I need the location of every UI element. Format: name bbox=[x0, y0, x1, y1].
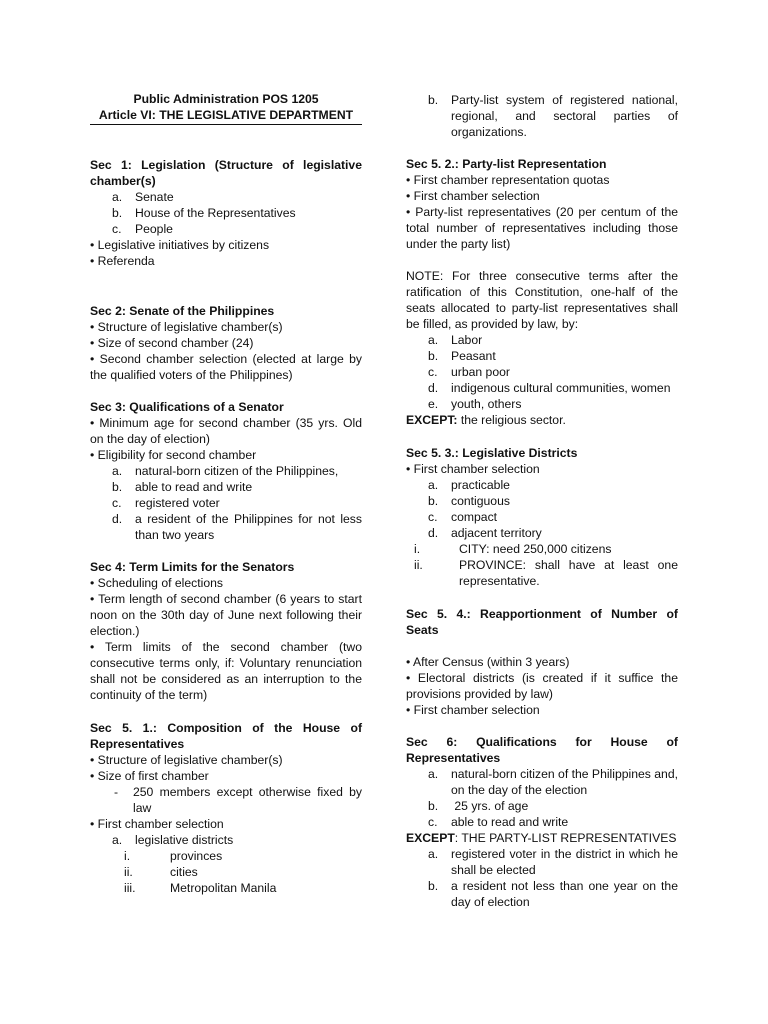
section-heading: Sec 5. 1.: Composition of the House of Representatives bbox=[90, 721, 362, 751]
section-heading: Sec 3: Qualifications of a Senator bbox=[90, 400, 284, 414]
section-4 bbox=[90, 559, 362, 703]
section-1 bbox=[90, 157, 362, 269]
list-item: c. able to read and write bbox=[428, 815, 569, 829]
bullet-item: • Term length of second chamber (6 years to start noon on the 30th day of June next following their election.) bbox=[90, 592, 362, 638]
list-item: a. registered voter in the district in which he shall be elected bbox=[428, 847, 678, 877]
bullet-item: • First chamber selection bbox=[406, 462, 540, 476]
list-item: b. Peasant bbox=[428, 349, 496, 363]
section-heading: Sec 5. 3.: Legislative Districts bbox=[406, 446, 578, 460]
document-title bbox=[90, 91, 362, 125]
list-item: a. Labor bbox=[428, 333, 483, 347]
list-item: d. adjacent territory bbox=[428, 526, 542, 540]
list-item: c. registered voter bbox=[112, 496, 220, 510]
spacer bbox=[406, 638, 678, 654]
section-3 bbox=[90, 399, 362, 543]
article-title: Article VI: THE LEGISLATIVE DEPARTMENT bbox=[90, 107, 362, 125]
bullet-item: • Party-list representatives (20 per centum of the total number of representatives including those under the party list) bbox=[406, 205, 678, 251]
roman-item: i. provinces bbox=[124, 849, 223, 863]
roman-item: i. CITY: need 250,000 citizens bbox=[414, 542, 612, 556]
bullet-item: • After Census (within 3 years) bbox=[406, 655, 570, 669]
bullet-item: • Scheduling of elections bbox=[90, 576, 223, 590]
list-item: c. People bbox=[112, 222, 173, 236]
bullet-item: • Minimum age for second chamber (35 yrs. Old on the day of election) bbox=[90, 416, 362, 446]
except-line: EXCEPT: THE PARTY-LIST REPRESENTATIVES bbox=[406, 831, 677, 845]
section-5-2 bbox=[406, 156, 678, 252]
bullet-item: • Electoral districts (is created if it suffice the provisions provided by law) bbox=[406, 671, 678, 701]
list-item: b. able to read and write bbox=[112, 480, 253, 494]
section-6 bbox=[406, 734, 678, 910]
list-item: d. a resident of the Philippines for not less than two years bbox=[112, 512, 362, 542]
bullet-item: • Second chamber selection (elected at large by the qualified voters of the Philippines) bbox=[90, 352, 362, 382]
bullet-item: • First chamber selection bbox=[90, 817, 224, 831]
list-item: b. contiguous bbox=[428, 494, 510, 508]
bullet-item: • First chamber selection bbox=[406, 703, 540, 717]
list-item: e. youth, others bbox=[428, 397, 522, 411]
list-item: a. Senate bbox=[112, 190, 174, 204]
section-5-1 bbox=[90, 720, 362, 896]
bullet-item: • Term limits of the second chamber (two consecutive terms only, if: Voluntary renunciation shall not be considered as an interruption to the continuity of the term) bbox=[90, 640, 362, 702]
note-block bbox=[406, 268, 678, 428]
bullet-item: • Size of second chamber (24) bbox=[90, 336, 254, 350]
course-title: Public Administration POS 1205 bbox=[133, 92, 319, 106]
list-item: b. House of the Representatives bbox=[112, 206, 296, 220]
section-heading: Sec 6: Qualifications for House of Representatives bbox=[406, 735, 678, 765]
list-item: a. practicable bbox=[428, 478, 510, 492]
list-item: b. 25 yrs. of age bbox=[428, 799, 529, 813]
section-heading: Sec 1: Legislation (Structure of legislative chamber(s) bbox=[90, 158, 362, 188]
list-item: b. a resident not less than one year on the day of election bbox=[428, 879, 678, 909]
bullet-item: • Legislative initiatives by citizens bbox=[90, 238, 270, 252]
list-item: c. compact bbox=[428, 510, 498, 524]
continued-list-item bbox=[406, 92, 678, 140]
except-line: EXCEPT: the religious sector. bbox=[406, 413, 566, 427]
note-text: NOTE: For three consecutive terms after the ratification of this Constitution, one-half of the seats allocated to party-list representatives shall be filled, as provided by law, by: bbox=[406, 269, 678, 331]
bullet-item: • First chamber selection bbox=[406, 189, 540, 203]
roman-item: ii. PROVINCE: shall have at least one representative. bbox=[414, 558, 678, 588]
list-item: a. legislative districts bbox=[112, 833, 234, 847]
section-heading: Sec 5. 4.: Reapportionment of Number of Seats bbox=[406, 607, 678, 637]
bullet-item: • Eligibility for second chamber bbox=[90, 448, 257, 462]
dash-item: - 250 members except otherwise fixed by law bbox=[114, 785, 362, 815]
section-heading: Sec 5. 2.: Party-list Representation bbox=[406, 157, 607, 171]
bullet-item: • Structure of legislative chamber(s) bbox=[90, 320, 283, 334]
roman-item: iii. Metropolitan Manila bbox=[124, 881, 277, 895]
section-heading: Sec 2: Senate of the Philippines bbox=[90, 304, 275, 318]
list-item: c. urban poor bbox=[428, 365, 510, 379]
bullet-item: • First chamber representation quotas bbox=[406, 173, 610, 187]
bullet-item: • Referenda bbox=[90, 254, 155, 268]
section-5-3 bbox=[406, 445, 678, 589]
section-2 bbox=[90, 303, 362, 383]
bullet-item: • Size of first chamber bbox=[90, 769, 209, 783]
section-heading: Sec 4: Term Limits for the Senators bbox=[90, 560, 295, 574]
list-item: a. natural-born citizen of the Philippines and, on the day of the election bbox=[428, 767, 678, 797]
list-item: a. natural-born citizen of the Philippines, bbox=[112, 464, 339, 478]
bullet-item: • Structure of legislative chamber(s) bbox=[90, 753, 283, 767]
section-5-4 bbox=[406, 606, 678, 718]
list-item: d. indigenous cultural communities, women bbox=[428, 381, 671, 395]
roman-item: ii. cities bbox=[124, 865, 198, 879]
list-item: b. Party-list system of registered national, regional, and sectoral parties of organizations. bbox=[428, 93, 678, 139]
